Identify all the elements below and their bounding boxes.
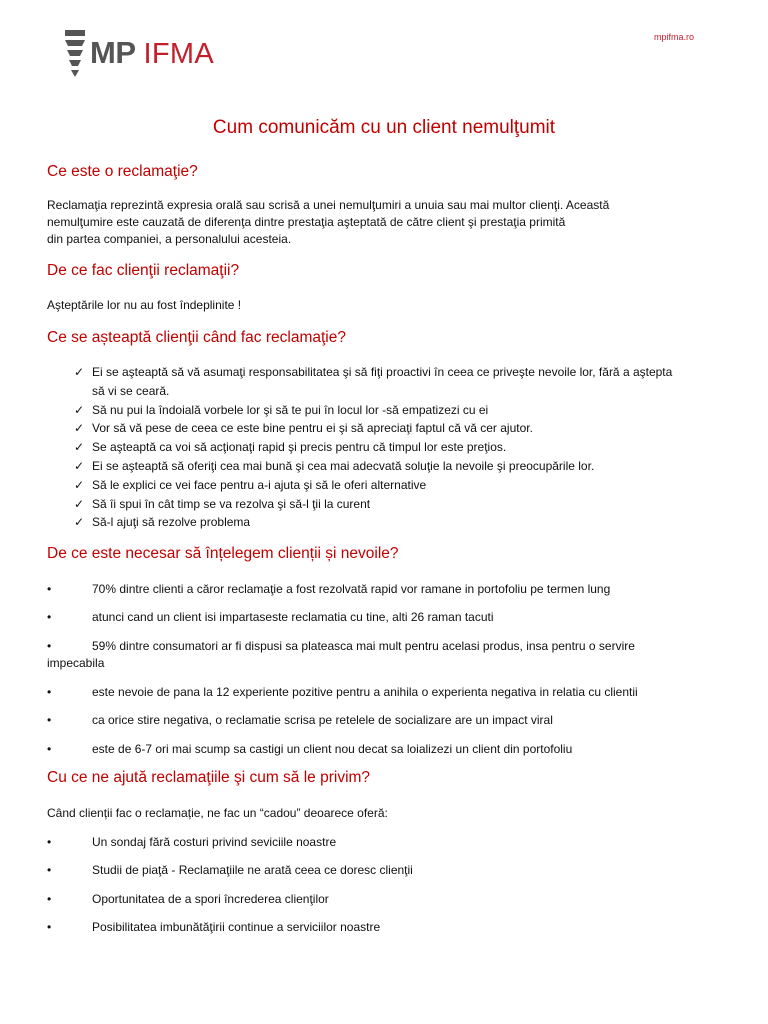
mp-ifma-logo <box>64 28 214 78</box>
paragraph-line: Aşteptările lor nu au fost îndeplinite ! <box>47 298 242 312</box>
list-item: • ca orice stire negativa, o reclamatie scrisa pe retelele de socializare are un impact viral <box>47 713 553 727</box>
bullet-icon: • <box>47 685 52 699</box>
check-icon: ✓ <box>74 515 85 530</box>
bullet-icon: • <box>47 892 52 906</box>
checklist-item: ✓ Ei se aşteaptă să oferiţi cea mai bună şi cea mai adecvată soluţie la nevoile şi preocupările lor. <box>74 457 672 476</box>
list-item: • Un sondaj fără costuri privind seviciile noastre <box>47 835 337 849</box>
bullet-icon: • <box>47 713 52 727</box>
logo-mp-text: MP <box>90 35 136 70</box>
paragraph-line: nemulţumire este cauzată de diferenţa dintre prestaţia aşteptată de către client şi prestaţia primită <box>47 215 566 229</box>
check-icon: ✓ <box>74 496 85 511</box>
check-icon: ✓ <box>74 402 85 417</box>
stacked-logo-icon <box>64 28 86 78</box>
bullet-icon: • <box>47 742 52 756</box>
list-item: • Oportunitatea de a spori încrederea clienţilor <box>47 892 329 906</box>
paragraph-line: din partea companiei, a personalului acesteia. <box>47 232 292 246</box>
bullet-icon: • <box>47 610 52 624</box>
list-item: • este de 6-7 ori mai scump sa castigi un client nou decat sa loializezi un client din portofoliu <box>47 742 573 756</box>
checklist-item: ✓ Să nu pui la îndoială vorbele lor şi să te pui în locul lor -să empatizezi cu ei <box>74 401 672 420</box>
checklist-item-continuation: să vi se ceară. <box>92 383 170 398</box>
bullet-icon: • <box>47 639 52 653</box>
check-icon: ✓ <box>74 458 85 473</box>
checklist-item: ✓ Să-l ajuţi să rezolve problema <box>74 513 672 532</box>
bullet-icon: • <box>47 582 52 596</box>
list-item: • 59% dintre consumatori ar fi dispusi sa plateasca mai mult pentru acelasi produs, insa pentru o servire <box>47 639 635 653</box>
page-header <box>0 0 768 90</box>
bullet-icon: • <box>47 920 52 934</box>
logo-ifma-text: IFMA <box>143 38 214 70</box>
site-url[interactable]: mpifma.ro <box>653 32 694 42</box>
section-heading-expectations: Ce se așteaptă clienţii când fac reclamaţie? <box>47 329 346 346</box>
checklist-item: ✓ Vor să vă pese de ceea ce este bine pentru ei şi să apreciaţi faptul că vă cer ajutor. <box>74 419 672 438</box>
checklist-item: ✓ Să le explici ce vei face pentru a-i ajuta şi să le oferi alternative <box>74 476 672 495</box>
checklist-item: ✓ Se aşteaptă ca voi să acţionaţi rapid şi precis pentru că timpul lor este preţios. <box>74 438 672 457</box>
section-heading-how-complaints-help: Cu ce ne ajută reclamaţiile şi cum să le privim? <box>47 769 371 786</box>
list-item: • atunci cand un client isi impartaseste reclamatia cu tine, alti 26 raman tacuti <box>47 610 494 624</box>
paragraph-line: Reclamaţia reprezintă expresia orală sau scrisă a unei nemulţumiri a unuia sau mai multor clienţi. Această <box>47 198 610 212</box>
list-item-continuation: impecabila <box>47 656 105 670</box>
checklist-item: ✓ Ei se aşteaptă să vă asumaţi responsabilitatea şi să fiţi proactivi în ceea ce priveşte nevoile lor, fără a aştepta <box>74 363 672 382</box>
section-heading-why-complain: De ce fac clienţii reclamaţii? <box>47 262 240 279</box>
list-item: • Studii de piaţă - Reclamaţiile ne arată ceea ce doresc clienţii <box>47 863 413 877</box>
page-title: Cum comunicăm cu un client nemulţumit <box>212 117 556 138</box>
list-item: • 70% dintre clienti a căror reclamaţie a fost rezolvată rapid vor ramane in portofoliu pe termen lung <box>47 582 611 596</box>
check-icon: ✓ <box>74 365 85 379</box>
bullet-icon: • <box>47 835 52 849</box>
check-icon: ✓ <box>74 440 85 455</box>
paragraph-line: Când clienții fac o reclamație, ne fac un “cadou” deoarece oferă: <box>47 806 388 820</box>
section-heading-what-is-complaint: Ce este o reclamaţie? <box>47 163 198 180</box>
bullet-icon: • <box>47 863 52 877</box>
checklist-item: ✓ Să îi spui în cât timp se va rezolva şi să-l ţii la curent <box>74 495 672 514</box>
expectations-checklist <box>74 363 672 532</box>
check-icon: ✓ <box>74 477 85 492</box>
list-item: • Posibilitatea imbunătăţirii continue a serviciilor noastre <box>47 920 381 934</box>
list-item: • este nevoie de pana la 12 experiente pozitive pentru a anihila o experienta negativa in relatia cu clientii <box>47 685 638 699</box>
check-icon: ✓ <box>74 421 85 436</box>
section-heading-why-understand: De ce este necesar să înțelegem clienții și nevoile? <box>47 545 399 562</box>
